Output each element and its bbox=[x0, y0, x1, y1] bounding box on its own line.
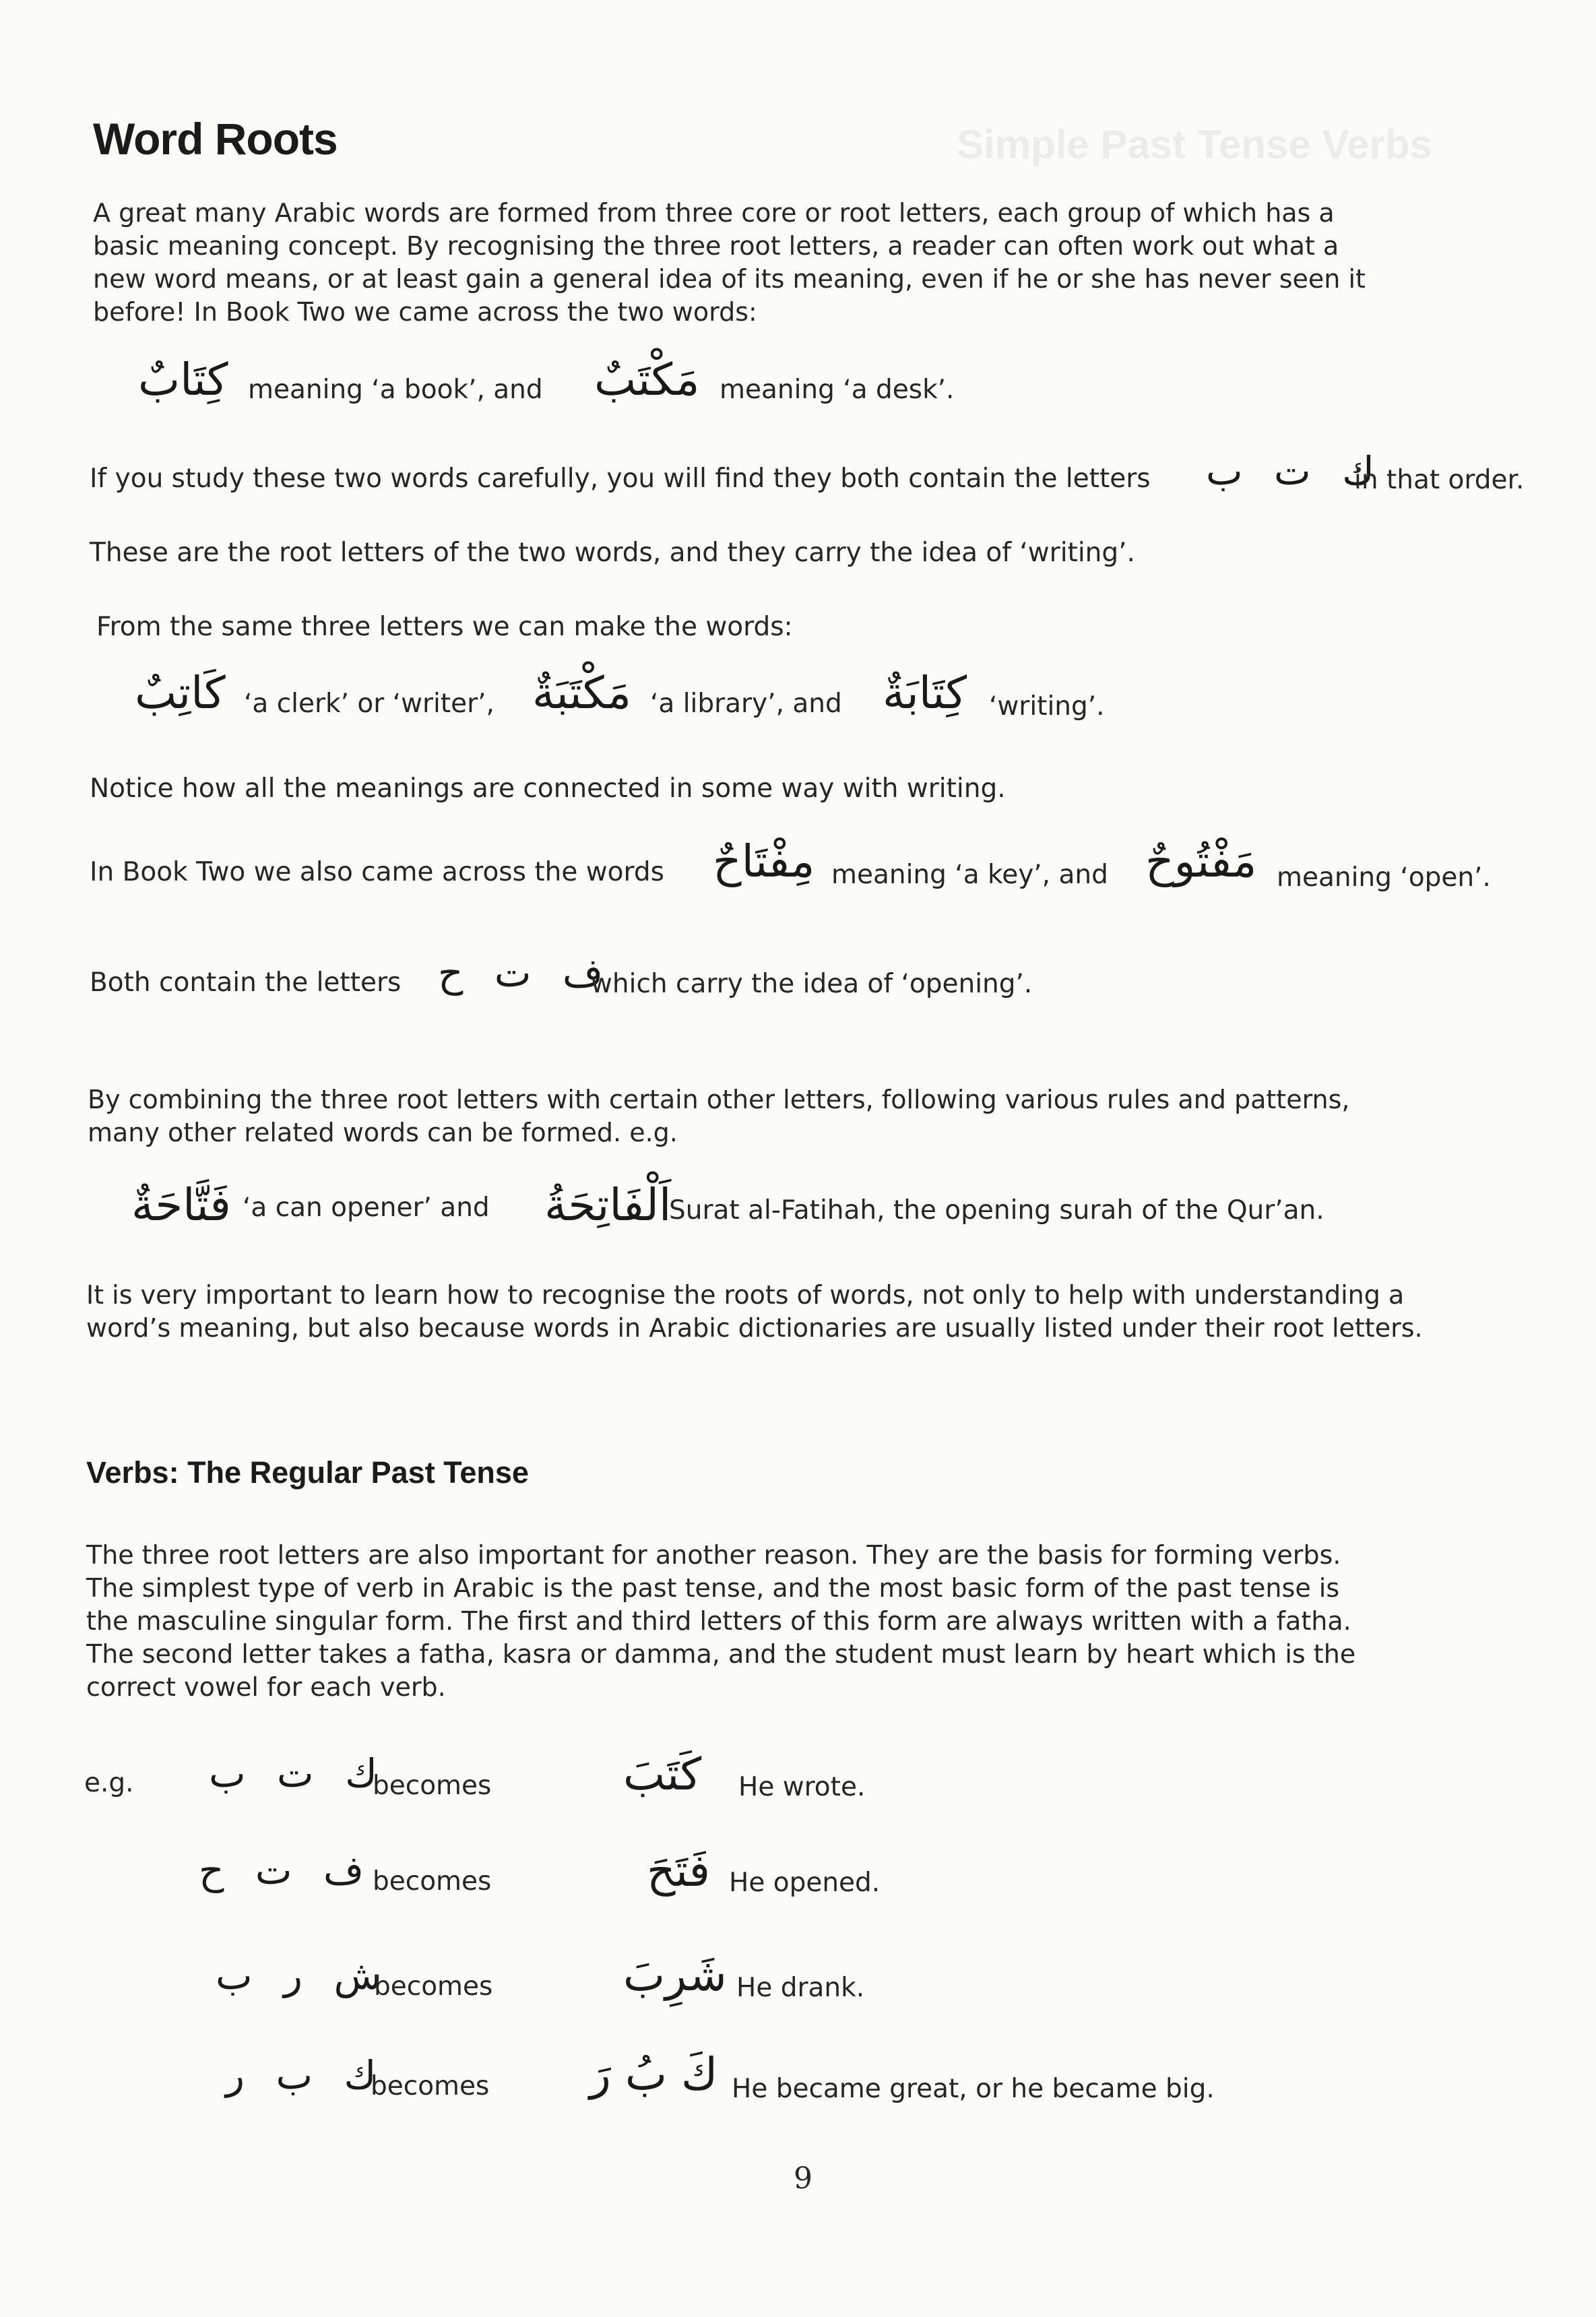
verb-root-letters: ش ر ب bbox=[216, 1953, 382, 1998]
verb-root-letters: ف ت ح bbox=[199, 1847, 364, 1893]
study-suffix: in that order. bbox=[1354, 465, 1525, 495]
both-contain-suffix: which carry the idea of ‘opening’. bbox=[591, 969, 1033, 999]
verbs-line: The second letter takes a fatha, kasra or damma, and the student must learn by heart which is the bbox=[86, 1639, 1356, 1669]
verbs-line: the masculine singular form. The first and third letters of this form are always written with a fatha. bbox=[86, 1606, 1351, 1636]
arabic-word-library: مَكْتَبَةٌ bbox=[532, 667, 632, 719]
becomes-label: becomes bbox=[371, 2071, 490, 2101]
verb-root-letters: ك ت ب bbox=[209, 1750, 377, 1796]
both-contain-sentence: Both contain the letters bbox=[90, 967, 402, 998]
meaning-fatihah: Surat al-Fatihah, the opening surah of the Qur’an. bbox=[669, 1195, 1324, 1226]
verbs-line: correct vowel for each verb. bbox=[86, 1672, 446, 1702]
meaning-key: meaning ‘a key’, and bbox=[831, 860, 1108, 890]
important-line: It is very important to learn how to recognise the roots of words, not only to help with understanding a bbox=[86, 1280, 1405, 1310]
arabic-word-clerk: كَاتِبٌ bbox=[135, 667, 226, 719]
verb-past-tense: شَرِبَ bbox=[623, 1949, 727, 2001]
arabic-word-open: مَفْتُوحٌ bbox=[1145, 835, 1257, 887]
meaning-desk: meaning ‘a desk’. bbox=[720, 375, 955, 405]
example3-intro: In Book Two we also came across the words bbox=[90, 857, 664, 887]
verb-past-tense: كَ بُ رَ bbox=[589, 2048, 718, 2100]
intro-line: A great many Arabic words are formed from three core or root letters, each group of which has a bbox=[93, 198, 1335, 228]
verb-meaning: He opened. bbox=[729, 1868, 881, 1898]
verbs-line: The three root letters are also important for another reason. They are the basis for forming verbs. bbox=[86, 1540, 1341, 1570]
meaning-can-opener: ‘a can opener’ and bbox=[243, 1193, 490, 1223]
notice-sentence: Notice how all the meanings are connected in some way with writing. bbox=[90, 773, 1006, 804]
root-letters-fth: ف ت ح bbox=[438, 950, 604, 996]
becomes-label: becomes bbox=[374, 1971, 493, 2002]
meaning-library: ‘a library’, and bbox=[650, 689, 842, 719]
combining-line: many other related words can be formed. e.g. bbox=[88, 1118, 678, 1147]
verb-past-tense: كَتَبَ bbox=[623, 1748, 702, 1800]
verbs-paragraph bbox=[86, 1539, 1355, 1704]
page-number: 9 bbox=[794, 2161, 812, 2196]
arabic-word-writing: كِتَابَةٌ bbox=[883, 667, 967, 719]
verb-meaning: He wrote. bbox=[738, 1772, 866, 1802]
meaning-clerk: ‘a clerk’ or ‘writer’, bbox=[244, 689, 494, 719]
meaning-writing: ‘writing’. bbox=[989, 691, 1105, 722]
same-letters-sentence: From the same three letters we can make the words: bbox=[96, 612, 793, 642]
arabic-word-key: مِفْتَاحٌ bbox=[713, 835, 815, 887]
combining-paragraph bbox=[88, 1083, 1350, 1149]
verb-meaning: He became great, or he became big. bbox=[732, 2074, 1215, 2104]
verb-past-tense: فَتَحَ bbox=[647, 1845, 711, 1897]
becomes-label: becomes bbox=[373, 1866, 492, 1897]
root-letters-sentence: These are the root letters of the two words, and they carry the idea of ‘writing’. bbox=[90, 538, 1135, 568]
verbs-line: The simplest type of verb in Arabic is the past tense, and the most basic form of the past tense is bbox=[86, 1573, 1340, 1603]
page-title: Word Roots bbox=[93, 114, 338, 164]
eg-label: e.g. bbox=[84, 1768, 134, 1798]
intro-paragraph bbox=[93, 197, 1366, 329]
becomes-label: becomes bbox=[373, 1771, 492, 1801]
combining-line: By combining the three root letters with certain other letters, following various rules and patterns, bbox=[88, 1085, 1350, 1114]
arabic-word-desk: مَكْتَبٌ bbox=[594, 354, 700, 406]
important-paragraph bbox=[86, 1279, 1423, 1345]
arabic-word-fatihah: اَلْفَاتِحَةُ bbox=[544, 1179, 672, 1231]
intro-line: new word means, or at least gain a general idea of its meaning, even if he or she has never seen it bbox=[93, 264, 1366, 294]
important-line: word’s meaning, but also because words in Arabic dictionaries are usually listed under their root letters. bbox=[86, 1313, 1423, 1343]
verb-meaning: He drank. bbox=[736, 1973, 865, 2003]
arabic-word-book: كِتَابٌ bbox=[138, 354, 228, 406]
study-sentence: If you study these two words carefully, you will find they both contain the letters bbox=[90, 464, 1151, 494]
section-title-verbs: Verbs: The Regular Past Tense bbox=[86, 1455, 529, 1490]
root-letters-ktb: ك ت ب bbox=[1206, 448, 1374, 494]
intro-line: basic meaning concept. By recognising the three root letters, a reader can often work out what a bbox=[93, 231, 1339, 261]
bleed-through-text: Simple Past Tense Verbs bbox=[957, 122, 1432, 167]
meaning-book: meaning ‘a book’, and bbox=[248, 375, 543, 405]
intro-line: before! In Book Two we came across the two words: bbox=[93, 297, 757, 327]
verb-root-letters: ك ب ر bbox=[226, 2052, 377, 2098]
arabic-word-can-opener: فَتَّاحَةٌ bbox=[131, 1179, 231, 1231]
meaning-open: meaning ‘open’. bbox=[1277, 862, 1491, 893]
